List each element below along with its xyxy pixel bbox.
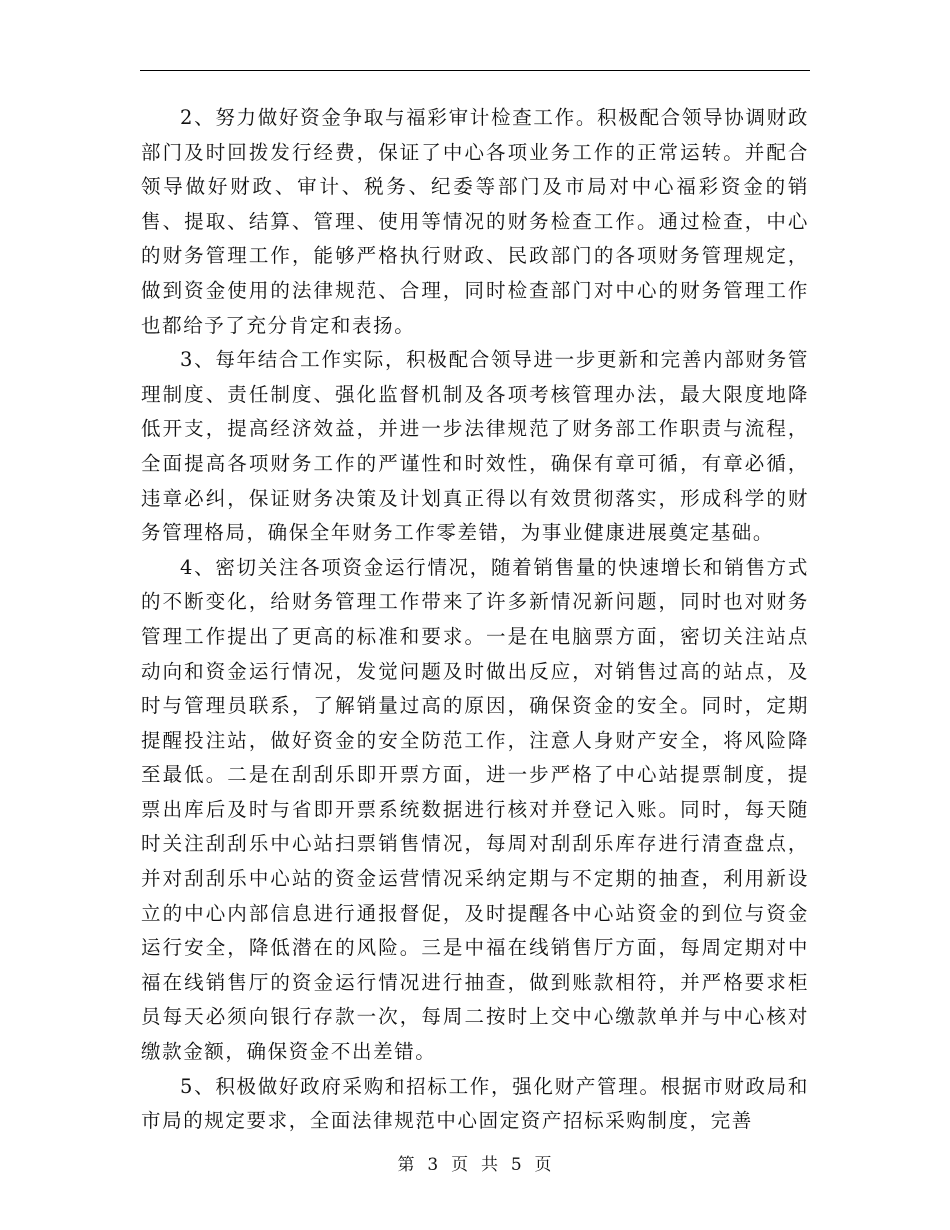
footer-suffix: 页 <box>534 1155 553 1175</box>
paragraph-2: 2、努力做好资金争取与福彩审计检查工作。积极配合领导协调财政部门及时回拨发行经费，保证了中心各项业务工作的正常运转。并配合领导做好财政、审计、税务、纪委等部门及市局对中心福彩资金的销售、提取、结算、管理、使用等情况的财务检查工作。通过检查，中心的财务管理工作，能够严格执行财政、民政部门的各项财务管理规定，做到资金使用的法律规范、合理，同时检查部门对中心的财务管理工作也都给予了充分肯定和表扬。 <box>141 106 809 337</box>
page-footer <box>0 1154 950 1176</box>
paragraph-4: 4、密切关注各项资金运行情况，随着销售量的快速增长和销售方式的不断变化，给财务管理工作带来了许多新情况新问题，同时也对财务管理工作提出了更高的标准和要求。一是在电脑票方面，密切关注站点动向和资金运行情况，发觉问题及时做出反应，对销售过高的站点，及时与管理员联系，了解销量过高的原因，确保资金的安全。同时，定期提醒投注站，做好资金的安全防范工作，注意人身财产安全，将风险降至最低。二是在刮刮乐即开票方面，进一步严格了中心站提票制度，提票出库后及时与省即开票系统数据进行核对并登记入账。同时，每天随时关注刮刮乐中心站扫票销售情况，每周对刮刮乐库存进行清查盘点，并对刮刮乐中心站的资金运营情况采纳定期与不定期的抽查，利用新设立的中心内部信息进行通报督促，及时提醒各中心站资金的到位与资金运行安全，降低潜在的风险。三是中福在线销售厅方面，每周定期对中福在线销售厅的资金运行情况进行抽查，做到账款相符，并严格要求柜员每天必须向银行存款一次，每周二按时上交中心缴款单并与中心核对缴款金额，确保资金不出差错。 <box>141 555 809 1064</box>
paragraph-3: 3、每年结合工作实际，积极配合领导进一步更新和完善内部财务管理制度、责任制度、强化监督机制及各项考核管理办法，最大限度地降低开支，提高经济效益，并进一步法律规范了财务部工作职责与流程，全面提高各项财务工作的严谨性和时效性，确保有章可循，有章必循，违章必纠，保证财务决策及计划真正得以有效贯彻落实，形成科学的财务管理格局，确保全年财务工作零差错，为事业健康进展奠定基础。 <box>141 348 809 545</box>
footer-page-word: 页 <box>451 1155 470 1175</box>
document-body <box>141 101 809 1139</box>
footer-current-page: 3 <box>427 1155 440 1175</box>
footer-total-pages: 5 <box>510 1155 523 1175</box>
header-rule <box>140 70 810 71</box>
footer-prefix: 第 <box>397 1155 416 1175</box>
footer-total-word: 共 <box>480 1155 499 1175</box>
paragraph-5: 5、积极做好政府采购和招标工作，强化财产管理。根据市财政局和市局的规定要求，全面法律规范中心固定资产招标采购制度，完善 <box>141 1074 809 1133</box>
